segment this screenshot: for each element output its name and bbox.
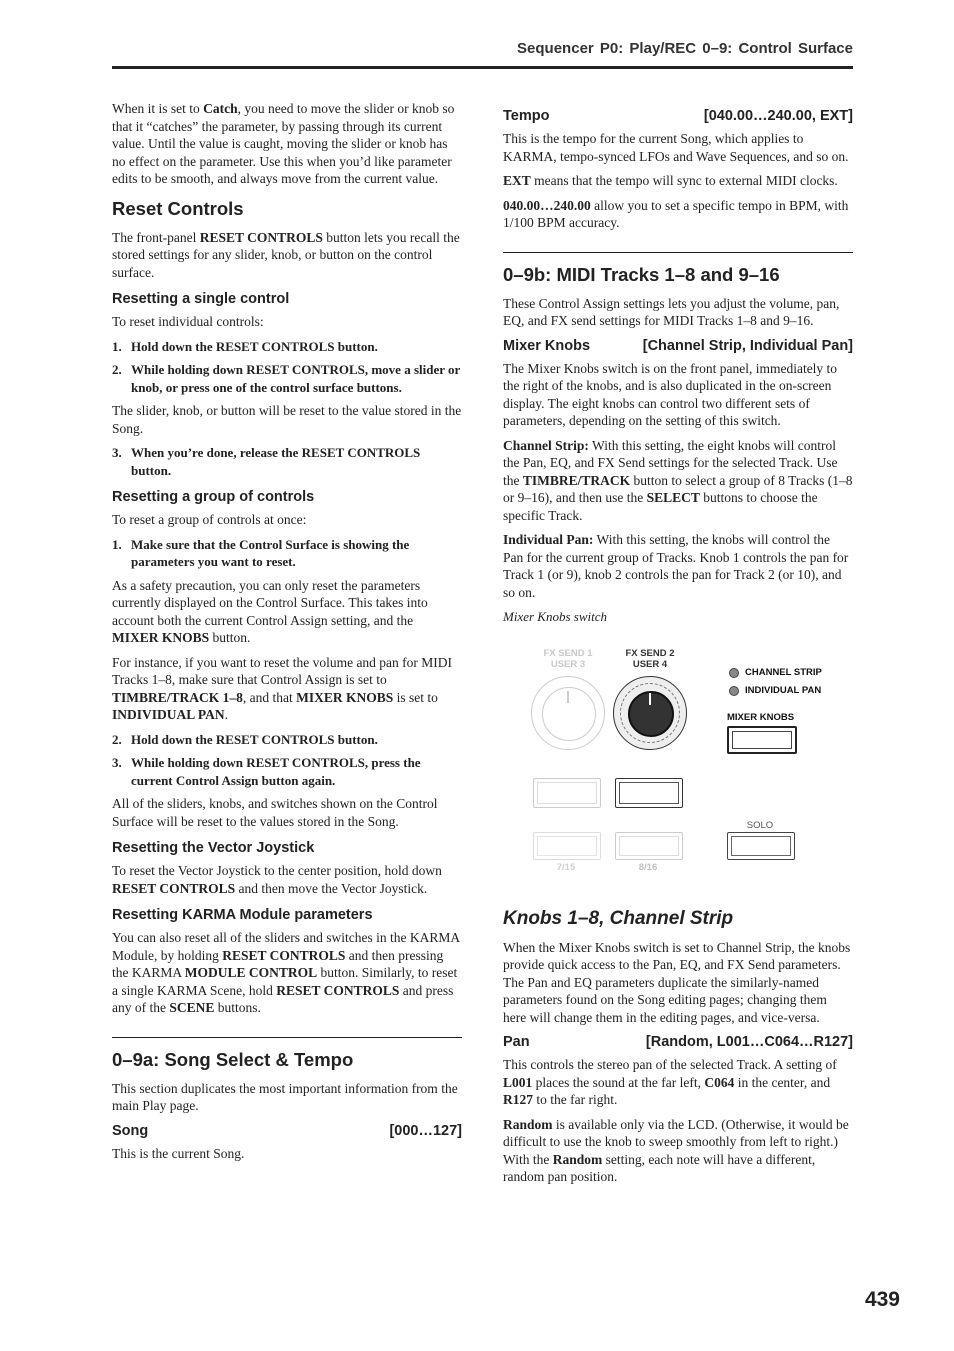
individual-pan-led xyxy=(729,686,739,696)
page-number: 439 xyxy=(864,1288,900,1311)
reset-controls-heading: Reset Controls xyxy=(112,197,244,219)
running-header: Sequencer P0: Play/REC 0–9: Control Surface xyxy=(517,40,853,57)
track-button-7-inner xyxy=(537,836,597,856)
individual-pan-label: INDIVIDUAL PAN xyxy=(745,684,822,696)
single-control-intro: To reset individual controls: xyxy=(112,314,264,329)
karma-body: You can also reset all of the sliders and switches in the KARMA Module, by holding RESET CONTROLS and then pressing the KARMA MODULE CONTROL button. Similarly, to reset a single KARMA Scene, hold RESET CONTROLS and press any of the SCENE buttons. xyxy=(112,930,460,1015)
fx-send-1-line2: USER 3 xyxy=(550,658,586,670)
song-select-body: This section duplicates the most important information from the main Play page. xyxy=(112,1080,458,1113)
mixer-knobs-label: Mixer Knobs xyxy=(503,337,591,354)
song-select-heading: 0–9a: Song Select & Tempo xyxy=(112,1037,462,1071)
select-button-7-inner xyxy=(537,782,597,804)
step-text: While holding down RESET CONTROLS, move a slider or knob, or press one of the control surface buttons. xyxy=(131,362,461,395)
solo-button-inner xyxy=(731,836,791,856)
individual-pan-body: Individual Pan: With this setting, the knobs will control the Pan for the current group of Tracks. Knob 1 controls the pan for Track 1 (or 9), knob 2 controls the pan for Track 2 (or 10), and so on. xyxy=(503,532,849,600)
mixer-knobs-body: The Mixer Knobs switch is on the front panel, immediately to the right of the knobs, and is also duplicated in the on-screen display. The eight knobs can control two different sets of parameters, depending on the setting of this switch. xyxy=(503,360,838,428)
song-param-body: This is the current Song. xyxy=(112,1145,245,1161)
mixer-knobs-button-label: MIXER KNOBS xyxy=(727,711,795,723)
single-step-2 xyxy=(112,361,462,396)
tempo-ext: EXT means that the tempo will sync to external MIDI clocks. xyxy=(503,173,838,188)
random-body: Random is available only via the LCD. (Otherwise, it would be difficult to use the knob to sweep smoothly from left to right.) With the Random setting, each note will have a different, random pan position. xyxy=(503,1116,849,1184)
tempo-param-label: Tempo xyxy=(503,108,550,124)
step-number: 3. xyxy=(112,755,122,770)
tempo-range-text: 040.00…240.00 allow you to set a specific tempo in BPM, with 1/100 BPM accuracy. xyxy=(503,197,849,230)
solo-button[interactable] xyxy=(727,832,795,860)
mixer-knobs-range: [Channel Strip, Individual Pan] xyxy=(642,337,853,354)
pan-param-label: Pan xyxy=(503,1034,530,1050)
knob-8-indicator xyxy=(649,693,651,705)
pan-param-row xyxy=(503,1034,853,1050)
step-text: When you’re done, release the RESET CONTROLS button. xyxy=(131,445,421,478)
catch-paragraph: When it is set to Catch, you need to move the slider or knob so that it “catches” the parameter, by passing through its current value. Until the value is caught, moving the slider or knob has no effect on the parameter. Use this when you’d like parameter edits to be smooth, and always move from the current value. xyxy=(112,101,455,186)
track-button-8[interactable] xyxy=(615,832,683,860)
mixer-knobs-param-row xyxy=(503,338,853,354)
header-rule xyxy=(112,66,853,69)
knobs-channel-strip-heading: Knobs 1–8, Channel Strip xyxy=(503,907,734,929)
tempo-param-range: [040.00…240.00, EXT] xyxy=(703,108,853,124)
figure-caption: Mixer Knobs switch xyxy=(503,609,607,624)
step-text: While holding down RESET CONTROLS, press the current Control Assign button again. xyxy=(131,755,421,788)
step-text: Hold down the RESET CONTROLS button. xyxy=(131,731,378,747)
fx-send-1-label xyxy=(533,648,603,670)
song-param-row xyxy=(112,1123,462,1139)
step-number: 1. xyxy=(112,338,122,354)
tempo-body: This is the tempo for the current Song, which applies to KARMA, tempo-synced LFOs and Wave Sequences, and so on. xyxy=(503,131,849,164)
solo-label: SOLO xyxy=(746,819,774,831)
step-text: Make sure that the Control Surface is showing the parameters you want to reset. xyxy=(131,536,410,569)
group-step-3 xyxy=(112,754,462,789)
track-8-16-label: 8/16 xyxy=(638,861,658,873)
midi-tracks-heading: 0–9b: MIDI Tracks 1–8 and 9–16 xyxy=(503,252,853,286)
track-button-8-inner xyxy=(619,836,679,856)
fx-send-2-label xyxy=(615,648,685,670)
joystick-heading: Resetting the Vector Joystick xyxy=(112,840,315,856)
joystick-body: To reset the Vector Joystick to the center position, hold down RESET CONTROLS and then move the Vector Joystick. xyxy=(112,863,442,896)
mixer-knobs-button[interactable] xyxy=(727,726,797,754)
single-control-note: The slider, knob, or button will be reset to the value stored in the Song. xyxy=(112,403,462,436)
channel-strip-label: CHANNEL STRIP xyxy=(745,666,822,678)
right-column xyxy=(503,100,853,1193)
channel-strip-led xyxy=(729,668,739,678)
song-param-label: Song xyxy=(112,1122,149,1139)
select-button-7[interactable] xyxy=(533,778,601,808)
step-number: 2. xyxy=(112,362,122,377)
single-step-1 xyxy=(112,338,462,356)
knobs-channel-strip-body: When the Mixer Knobs switch is set to Channel Strip, the knobs provide quick access to the Pan, EQ, and FX Send parameters. The Pan and EQ parameters duplicate the similarly-named parameters found on the Song editing pages; changing them here will change them in the editing pages, and vice-versa. xyxy=(503,939,851,1025)
group-step-1 xyxy=(112,536,462,571)
group-step-2 xyxy=(112,731,462,749)
group-para-2: For instance, if you want to reset the volume and pan for MIDI Tracks 1–8, make sure that Control Assign is set to TIMBRE/TRACK 1–8, and that MIXER KNOBS is set to INDIVIDUAL PAN. xyxy=(112,654,453,722)
group-para-3: All of the sliders, knobs, and switches shown on the Control Surface will be reset to the values stored in the Song. xyxy=(112,796,438,829)
knob-7-indicator xyxy=(567,691,569,703)
single-control-heading: Resetting a single control xyxy=(112,291,290,307)
channel-strip-body: Channel Strip: With this setting, the eight knobs will control the Pan, EQ, and FX Send settings for the selected Track. Use the TIMBRE/TRACK button to select a group of 8 Tracks (1–8 or 9–16), and then use the SELECT buttons to choose the specific Track. xyxy=(503,437,853,523)
group-para-1: As a safety precaution, you can only reset the parameters currently displayed on the Control Surface. This takes into account both the current Control Assign setting, and the MIXER KNOBS button. xyxy=(112,577,428,645)
step-number: 3. xyxy=(112,445,122,460)
reset-controls-body: The front-panel RESET CONTROLS button lets you recall the stored settings for any slider, knob, or button on the control surface. xyxy=(112,229,460,280)
karma-heading: Resetting KARMA Module parameters xyxy=(112,907,373,923)
fx-send-2-line1: FX SEND 2 xyxy=(625,647,675,659)
song-param-range: [000…127] xyxy=(389,1122,462,1139)
track-button-7[interactable] xyxy=(533,832,601,860)
knob-7-cap xyxy=(542,687,596,741)
knob-8-cap xyxy=(628,691,674,737)
knob-7[interactable] xyxy=(531,676,605,750)
select-button-8[interactable] xyxy=(615,778,683,808)
tempo-param-row xyxy=(503,108,853,124)
track-7-15-label: 7/15 xyxy=(556,861,576,873)
step-number: 2. xyxy=(112,731,122,747)
left-column xyxy=(112,100,462,1169)
pan-body: This controls the stereo pan of the selected Track. A setting of L001 places the sound at the far left, C064 in the center, and R127 to the far right. xyxy=(503,1057,837,1107)
mixer-knobs-figure xyxy=(503,632,853,892)
knob-8[interactable] xyxy=(613,676,687,750)
group-controls-heading: Resetting a group of controls xyxy=(112,489,315,505)
step-number: 1. xyxy=(112,536,122,552)
select-button-8-inner xyxy=(619,782,679,804)
pan-param-range: [Random, L001…C064…R127] xyxy=(645,1034,853,1050)
single-step-3 xyxy=(112,444,462,479)
fx-send-2-line2: USER 4 xyxy=(632,658,668,670)
group-controls-intro: To reset a group of controls at once: xyxy=(112,512,307,527)
step-text: Hold down the RESET CONTROLS button. xyxy=(131,338,378,354)
mixer-knobs-button-inner xyxy=(732,731,792,749)
midi-tracks-body: These Control Assign settings lets you adjust the volume, pan, EQ, and FX send settings for MIDI Tracks 1–8 and 9–16. xyxy=(503,295,840,328)
fx-send-1-line1: FX SEND 1 xyxy=(543,647,593,659)
